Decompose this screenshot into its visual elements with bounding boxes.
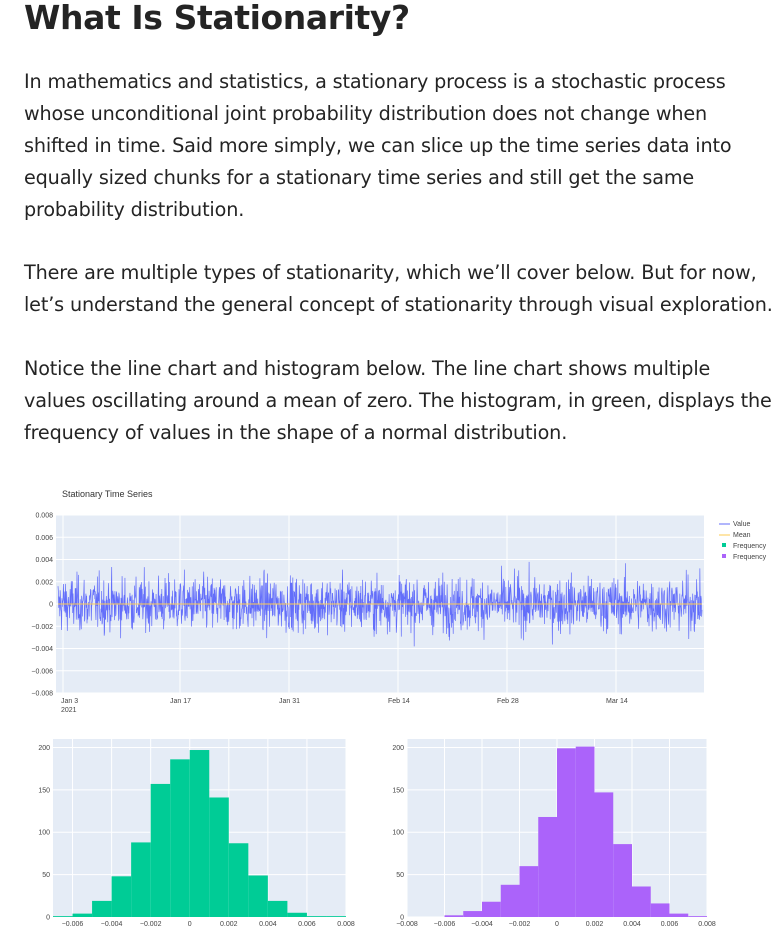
histogram-x-tick-label: −0.002 [139,921,162,928]
histogram-bar [651,903,670,917]
legend-frequency-purple-label: Frequency [733,554,767,561]
histogram-x-tick-label: 0.004 [259,921,277,928]
histogram-bar [209,797,229,917]
paragraph-chart-description: Notice the line chart and histogram below. The line chart shows multiple values oscillating around a mean of zero. The histogram, in green, displays the frequency of values in the shape of a normal distribution. [24,357,772,444]
line-chart-y-tick-label: 0.006 [35,534,53,542]
line-chart-y-ticks [31,513,53,698]
histogram-bar [112,876,132,917]
line-chart-y-tick-label: 0.008 [35,512,53,520]
histogram-bar [307,916,327,917]
histogram-x-tick-label: −0.004 [100,921,123,928]
histogram-y-tick-label: 150 [38,787,50,795]
histogram-bar [229,843,249,917]
histogram-y-tick-label: 200 [38,744,50,752]
histogram-x-tick-label: −0.006 [433,921,456,928]
histogram-bar [463,911,482,917]
histogram-bar [538,817,557,917]
legend-frequency-green-label: Frequency [733,543,767,550]
histogram-x-tick-label: 0.002 [220,921,238,928]
histogram-y-tick-label: 50 [396,872,404,880]
histogram-y-tick-label: 0 [400,914,404,922]
line-chart-x-tick-label: Feb 28 [497,698,519,705]
histogram-bar [613,844,632,917]
histogram-bar [595,792,614,917]
legend-value-label: Value [733,521,751,528]
legend-frequency-purple-swatch [722,554,726,558]
histogram-x-tick-label: −0.008 [396,921,418,928]
histogram-y-tick-label: 50 [42,872,50,880]
histogram-bar [670,914,689,917]
line-chart-y-tick-label: −0.008 [31,690,53,698]
histogram-bar [688,916,707,917]
histogram-x-tick-label: 0.008 [698,921,716,928]
histogram-bar [53,916,73,917]
histogram-x-tick-label: 0 [555,921,559,928]
histogram-bar [501,885,520,917]
histogram-bar [445,915,464,917]
line-chart-y-tick-label: −0.004 [31,646,53,653]
histogram-y-tick-label: 150 [392,787,404,795]
histogram-y-tick-label: 0 [46,914,50,922]
line-chart-title: Stationary Time Series [62,489,153,499]
histogram-bar [557,748,576,917]
legend-frequency-green-swatch [722,543,726,547]
line-chart-x-tick-label: Mar 14 [606,698,628,705]
line-chart-y-tick-label: 0.004 [35,557,53,564]
line-chart-x-tick-label: 2021 [61,707,77,714]
histogram-bar [170,759,190,917]
histogram-x-tick-label: 0.004 [623,921,641,928]
legend [719,521,767,561]
stationarity-figure [0,478,783,940]
histogram-y-tick-label: 100 [38,829,50,837]
line-chart-y-tick-label: −0.002 [31,623,53,631]
histogram-x-tick-label: 0.006 [298,921,316,928]
paragraph-definition: In mathematics and statistics, a stationary process is a stochastic process whose unconditional joint probability distribution does not change when shifted in time. Said more simply, we can slice up the time series data into equally sized chunks for a stationary time series and still get the same probability distribution. [24,70,732,221]
histogram-y-tick-label: 100 [392,829,404,837]
histogram-x-tick-label: 0 [187,921,192,928]
histogram-bar [632,886,651,917]
histogram-x-tick-label: −0.004 [471,921,493,928]
line-chart-x-tick-label: Feb 14 [388,698,410,705]
line-chart-y-tick-label: 0 [49,601,53,609]
histogram-bar [151,784,171,917]
article-title: What Is Stationarity? [24,0,410,37]
histogram-bar [482,902,501,917]
paragraph-types: There are multiple types of stationarity, which we’ll cover below. But for now, let’s understand the general concept of stationarity through visual exploration. [24,261,773,316]
histogram-bar [268,901,288,917]
histogram-bar [73,914,93,917]
histogram-x-tick-label: 0.002 [585,921,604,928]
histogram-bar [248,875,268,917]
histogram-bar [287,913,307,917]
histogram-bar [131,842,151,917]
histogram-bar [520,866,539,917]
histogram-x-tick-label: −0.002 [508,921,531,928]
histogram-x-tick-label: 0.006 [660,921,679,928]
line-chart-x-tick-label: Jan 31 [279,698,301,705]
histogram-x-tick-label: −0.006 [61,921,84,928]
histogram-bar [326,916,346,917]
histogram-bar [92,901,112,917]
line-chart-x-tick-label: Jan 3 [61,698,79,705]
line-chart-y-tick-label: 0.002 [35,579,53,587]
histogram-x-tick-label: 0.008 [337,921,355,928]
line-chart-x-ticks [61,698,628,714]
line-chart-x-tick-label: Jan 17 [170,698,192,705]
histogram-bar [190,750,210,917]
histogram-bar [576,747,595,917]
histogram-y-tick-label: 200 [392,744,404,752]
line-chart-y-tick-label: −0.006 [31,668,53,676]
legend-mean-label: Mean [733,532,751,539]
